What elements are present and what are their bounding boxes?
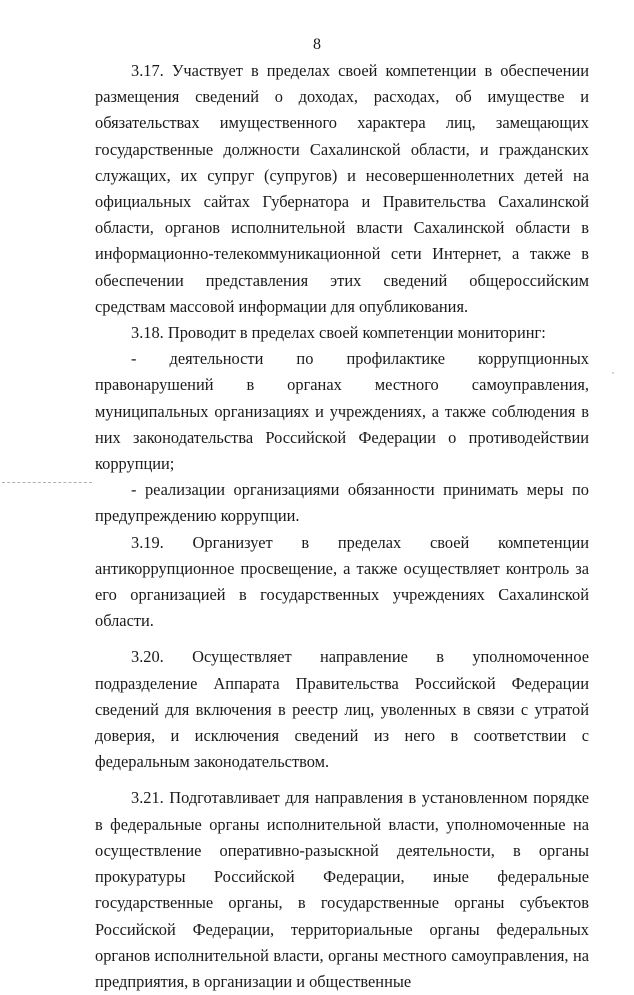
paragraph-3-18-item-activity: - деятельности по профилактике коррупционных правонарушений в органах местного самоуправления, муниципальных организациях и учреждениях, а также соблюдения в них законодательства Российской Федерации о противодействии коррупции;	[95, 349, 589, 474]
paragraph-3-18: 3.18. Проводит в пределах своей компетенции мониторинг:	[131, 323, 546, 343]
paragraph-3-18-item-organizations: - реализации организациями обязанности принимать меры по предупреждению коррупции.	[95, 480, 589, 526]
paragraph-3-20: 3.20. Осуществляет направление в уполномоченное подразделение Аппарата Правительства Российской Федерации сведений для включения в реестр лиц, уволенных в связи с утратой доверия, и исключения сведений из него в соответствии с федеральным законодательством.	[95, 647, 589, 772]
paragraph-3-21: 3.21. Подготавливает для направления в установленном порядке в федеральные органы исполнительной власти, уполномоченные на осуществление оперативно-разыскной деятельности, в органы прокуратуры Российской Федерации, иные федеральные государственные органы, в государственные органы субъектов Российской Федерации, территориальные органы федеральных органов исполнительной власти, органы местного самоуправления, на предприятия, в организации и общественные	[95, 788, 589, 991]
page-number: 8	[313, 36, 321, 53]
paragraph-3-17: 3.17. Участвует в пределах своей компетенции в обеспечении размещения сведений о доходах, расходах, об имуществе и обязательствах имущественного характера лиц, замещающих государственные должности Сахалинской области, и гражданских служащих, их супруг (супругов) и несовершеннолетних детей на официальных сайтах Губернатора и Правительства Сахалинской области, органов исполнительной власти Сахалинской области в информационно-телекоммуникационной сети Интернет, а также в обеспечении представления этих сведений общероссийским средствам массовой информации для опубликования.	[95, 61, 589, 316]
scan-margin-dot	[612, 372, 614, 374]
scan-margin-mark	[2, 482, 92, 483]
paragraph-3-19: 3.19. Организует в пределах своей компетенции антикоррупционное просвещение, а также осуществляет контроль за его организацией в государственных учреждениях Сахалинской области.	[95, 532, 589, 631]
document-body	[95, 58, 589, 995]
